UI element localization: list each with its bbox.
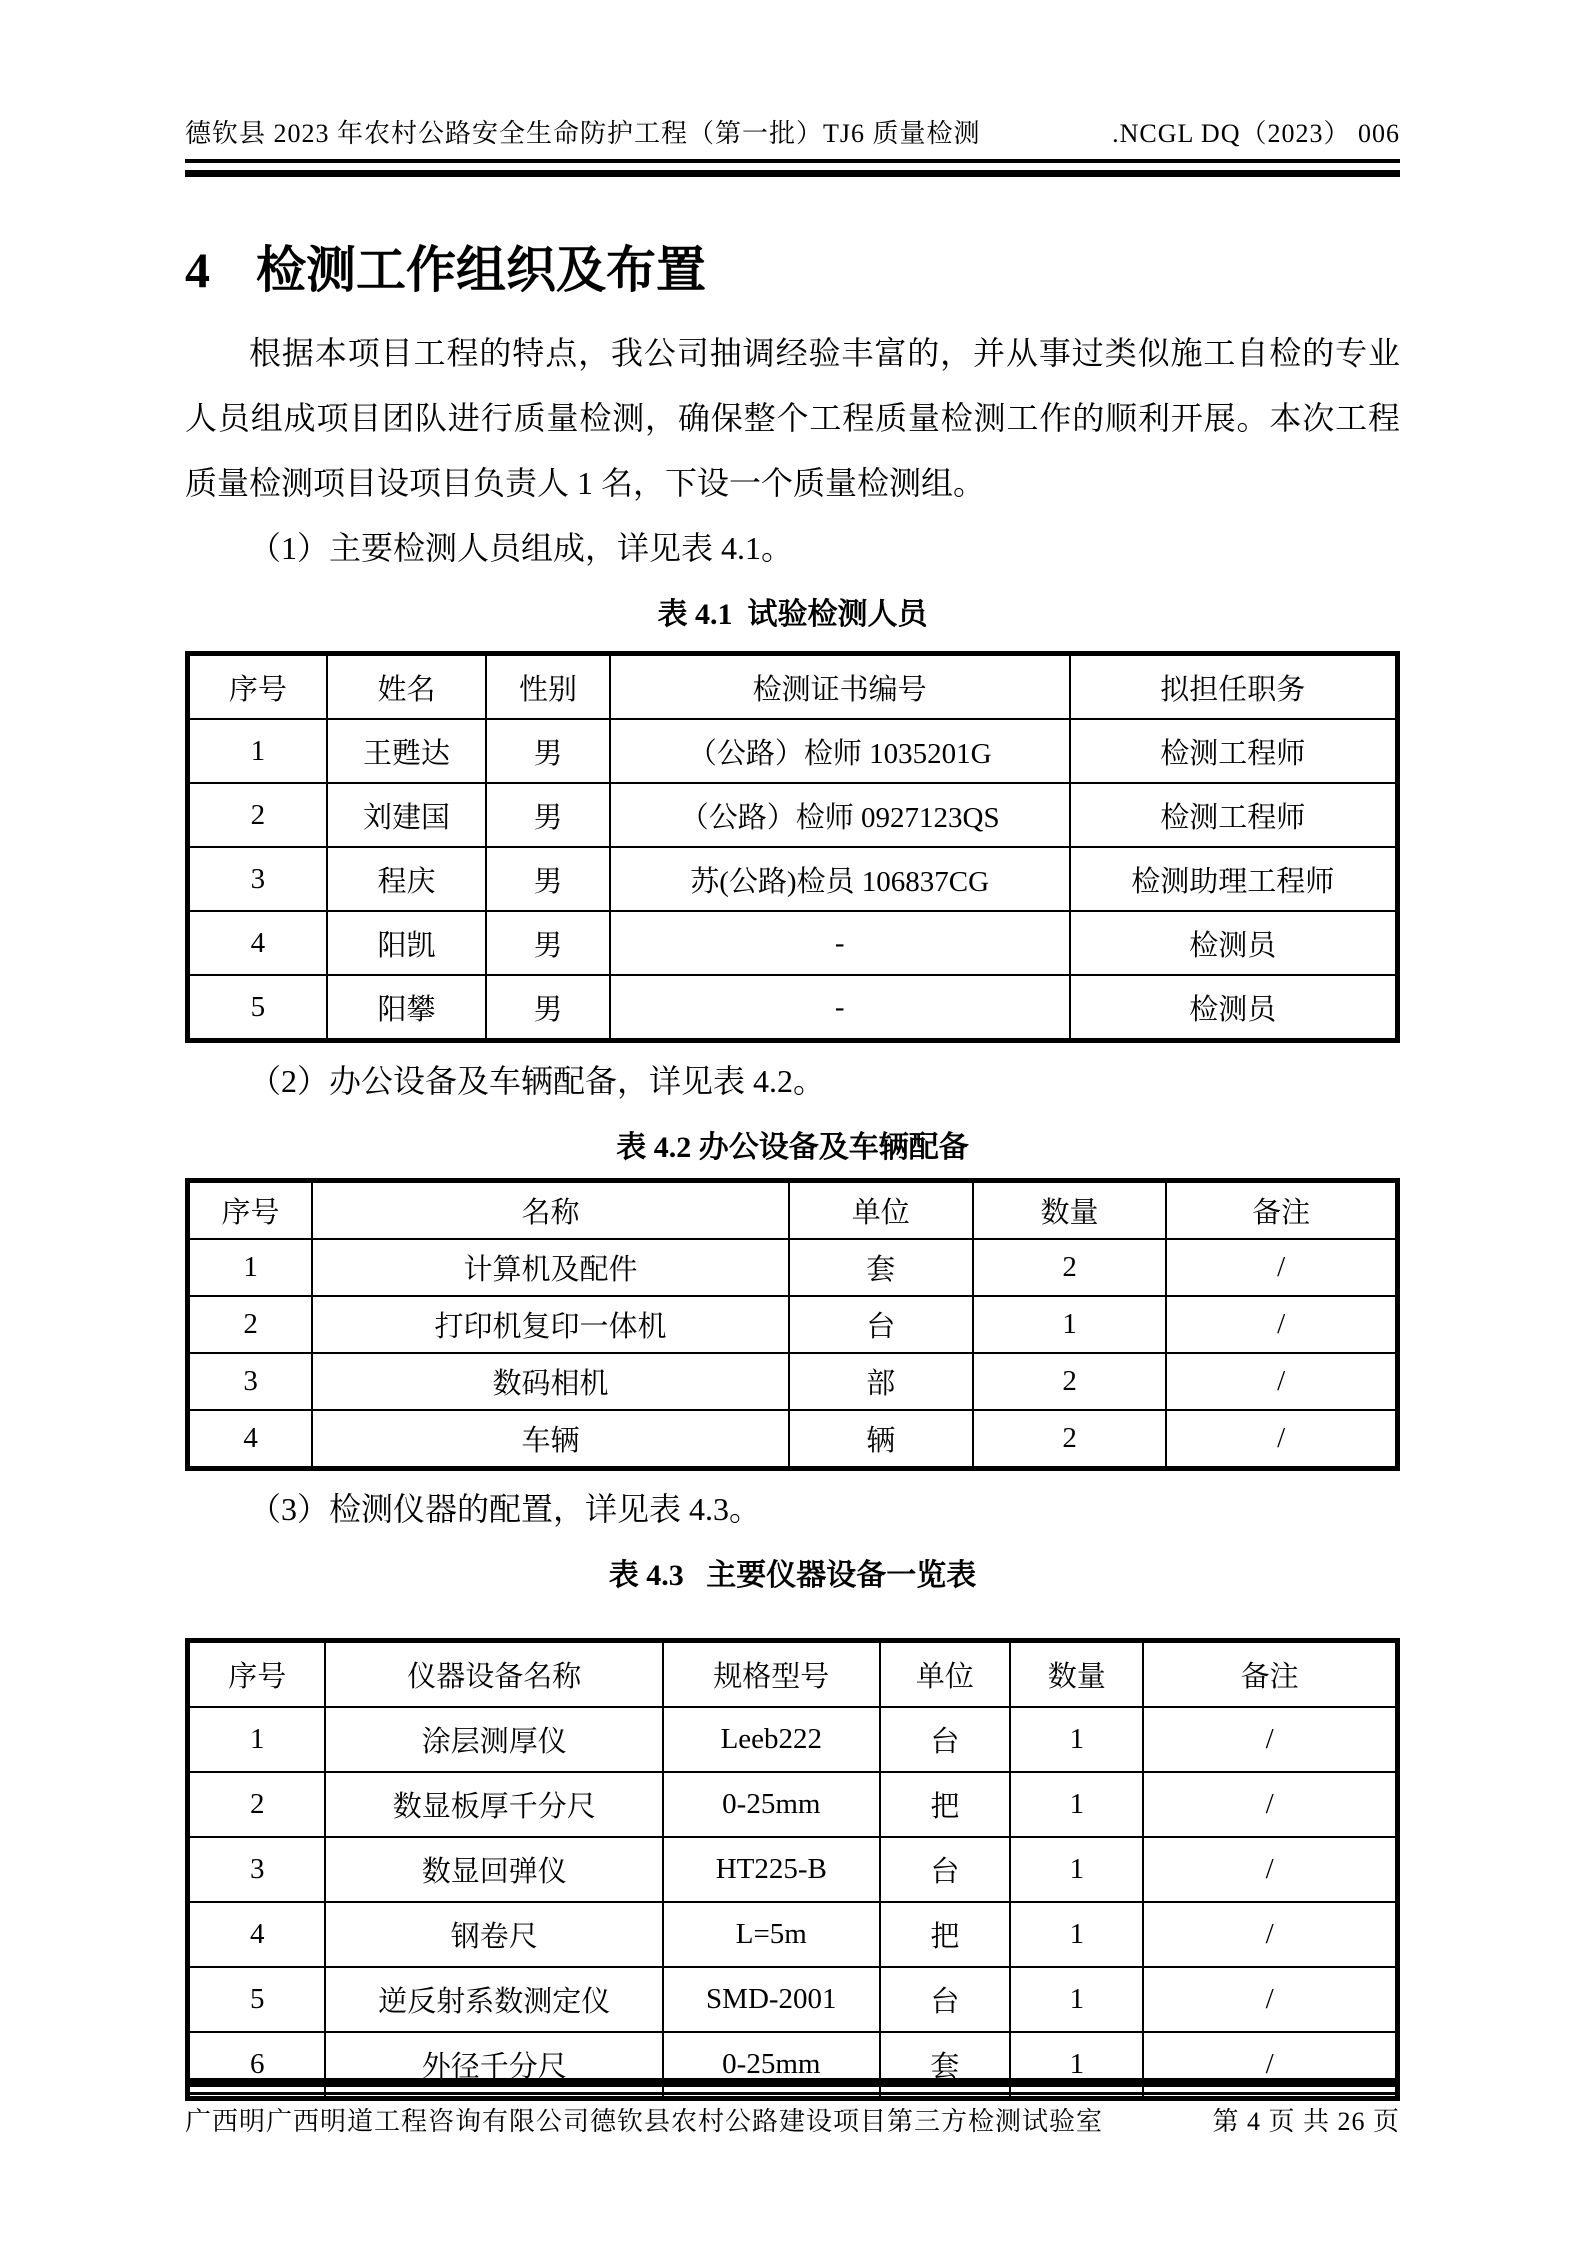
table-cell: 1 (1010, 1837, 1143, 1902)
table-cell: / (1143, 1967, 1397, 2032)
table-cell: 外径千分尺 (325, 2032, 663, 2099)
table-cell: / (1166, 1353, 1397, 1410)
footer-organization: 广西明广西明道工程咨询有限公司德钦县农村公路建设项目第三方检测试验室 (185, 2107, 1104, 2136)
table-cell: 3 (188, 1837, 326, 1902)
table-cell: 把 (880, 1772, 1011, 1837)
table-cell: （公路）检师 1035201G (610, 719, 1070, 783)
column-header: 单位 (880, 1641, 1011, 1708)
table-cell: 台 (880, 1837, 1011, 1902)
table-cell: 男 (486, 911, 609, 975)
table-cell: 程庆 (327, 847, 487, 911)
table-cell: 检测工程师 (1070, 719, 1398, 783)
table-cell: 2 (973, 1239, 1167, 1296)
table-row (188, 975, 1398, 1041)
column-header: 规格型号 (663, 1641, 880, 1708)
table-cell: 检测员 (1070, 911, 1398, 975)
table-row (188, 719, 1398, 783)
column-header: 备注 (1166, 1181, 1397, 1240)
list-item-3: （3）检测仪器的配置，详见表 4.3。 (249, 1491, 762, 1527)
table-cell: 刘建国 (327, 783, 487, 847)
table-cell: 计算机及配件 (312, 1239, 789, 1296)
section-heading (185, 241, 1400, 299)
table-row (188, 911, 1398, 975)
table-row (188, 1296, 1398, 1353)
header-rule (185, 159, 1400, 177)
table-cell: 3 (188, 847, 327, 911)
table-cell: 部 (789, 1353, 973, 1410)
table-cell: L=5m (663, 1902, 880, 1967)
table-cell: 1 (1010, 1967, 1143, 2032)
table-cell: Leeb222 (663, 1707, 880, 1772)
table-cell: 4 (188, 1902, 326, 1967)
table-cell: 涂层测厚仪 (325, 1707, 663, 1772)
column-header: 序号 (188, 654, 327, 720)
table-cell: 台 (789, 1296, 973, 1353)
table-cell: / (1143, 1902, 1397, 1967)
column-header: 数量 (1010, 1641, 1143, 1708)
table-row (188, 1837, 1398, 1902)
table-cell: 数显板厚千分尺 (325, 1772, 663, 1837)
table-row (188, 1239, 1398, 1296)
table-cell: / (1166, 1296, 1397, 1353)
column-header: 姓名 (327, 654, 487, 720)
table-cell: / (1166, 1239, 1397, 1296)
column-header: 拟担任职务 (1070, 654, 1398, 720)
table-cell: HT225-B (663, 1837, 880, 1902)
table-cell: 男 (486, 719, 609, 783)
column-header: 单位 (789, 1181, 973, 1240)
table-caption-2: 表 4.2 办公设备及车辆配备 (616, 1131, 969, 1164)
table-cell: 1 (1010, 1707, 1143, 1772)
table-cell: 2 (188, 783, 327, 847)
table-cell: 车辆 (312, 1410, 789, 1469)
column-header: 备注 (1143, 1641, 1397, 1708)
header-doc-number: .NCGL DQ（2023） 006 (1112, 119, 1400, 148)
table-cell: 4 (188, 1410, 313, 1469)
section-number: 4 (185, 242, 210, 298)
table-cell: 3 (188, 1353, 313, 1410)
table-cell: 检测工程师 (1070, 783, 1398, 847)
table-row (188, 1902, 1398, 1967)
page-footer (185, 2078, 1400, 2139)
table-caption-3: 表 4.3 主要仪器设备一览表 (608, 1559, 977, 1592)
table-cell: 数显回弹仪 (325, 1837, 663, 1902)
column-header: 名称 (312, 1181, 789, 1240)
table-cell: 男 (486, 847, 609, 911)
table-cell: 1 (1010, 1902, 1143, 1967)
table-cell: 数码相机 (312, 1353, 789, 1410)
table-cell: 1 (1010, 2032, 1143, 2099)
table-cell: / (1143, 2032, 1397, 2099)
table-cell: 辆 (789, 1410, 973, 1469)
table-cell: / (1143, 1707, 1397, 1772)
table-cell: 1 (188, 1239, 313, 1296)
footer-rule (185, 2078, 1400, 2095)
column-header: 仪器设备名称 (325, 1641, 663, 1708)
table-cell: 套 (789, 1239, 973, 1296)
equipment-table (185, 1178, 1400, 1471)
section-title: 检测工作组织及布置 (256, 242, 706, 298)
table-cell: / (1166, 1410, 1397, 1469)
table-cell: 4 (188, 911, 327, 975)
column-header: 数量 (973, 1181, 1167, 1240)
table-cell: 阳攀 (327, 975, 487, 1041)
table-cell: 0-25mm (663, 2032, 880, 2099)
table-cell: 2 (188, 1296, 313, 1353)
table-cell: 台 (880, 1967, 1011, 2032)
table-cell: 5 (188, 975, 327, 1041)
header-row (188, 654, 1398, 720)
column-header: 序号 (188, 1641, 326, 1708)
table-cell: 苏(公路)检员 106837CG (610, 847, 1070, 911)
table-cell: 1 (188, 1707, 326, 1772)
table-cell: 0-25mm (663, 1772, 880, 1837)
column-header: 性别 (486, 654, 609, 720)
table-row (188, 783, 1398, 847)
table-cell: 男 (486, 783, 609, 847)
table-cell: SMD-2001 (663, 1967, 880, 2032)
header-project-title: 德钦县 2023 年农村公路安全生命防护工程（第一批）TJ6 质量检测 (185, 119, 981, 148)
table-caption-1: 表 4.1 试验检测人员 (657, 598, 928, 631)
header-row (188, 1181, 1398, 1240)
table-cell: 王甦达 (327, 719, 487, 783)
table-row (188, 1772, 1398, 1837)
table-cell: 检测员 (1070, 975, 1398, 1041)
personnel-table (185, 651, 1400, 1043)
instruments-table (185, 1638, 1400, 2101)
table-row (188, 1967, 1398, 2032)
table-cell: 2 (188, 1772, 326, 1837)
table-cell: （公路）检师 0927123QS (610, 783, 1070, 847)
table-cell: 台 (880, 1707, 1011, 1772)
table-cell: 逆反射系数测定仪 (325, 1967, 663, 2032)
table-row (188, 1353, 1398, 1410)
page-header (185, 118, 1400, 150)
column-header: 序号 (188, 1181, 313, 1240)
list-item-2: （2）办公设备及车辆配备，详见表 4.2。 (249, 1063, 826, 1099)
header-row (188, 1641, 1398, 1708)
table-row (188, 1707, 1398, 1772)
list-item-1: （1）主要检测人员组成，详见表 4.1。 (249, 530, 794, 566)
intro-paragraph: 根据本项目工程的特点，我公司抽调经验丰富的，并从事过类似施工自检的专业人员组成项目团队进行质量检测，确保整个工程质量检测工作的顺利开展。本次工程质量检测项目设项目负责人 1 名，下设一个质量检测组。 (185, 335, 1400, 501)
table-cell: / (1143, 1772, 1397, 1837)
table-cell: 1 (188, 719, 327, 783)
column-header: 检测证书编号 (610, 654, 1070, 720)
table-cell: 检测助理工程师 (1070, 847, 1398, 911)
table-cell: 2 (973, 1410, 1167, 1469)
table-cell: 1 (1010, 1772, 1143, 1837)
table-cell: 钢卷尺 (325, 1902, 663, 1967)
table-cell: - (610, 911, 1070, 975)
table-cell: 打印机复印一体机 (312, 1296, 789, 1353)
table-cell: 套 (880, 2032, 1011, 2099)
table-cell: - (610, 975, 1070, 1041)
table-cell: 男 (486, 975, 609, 1041)
table-cell: 6 (188, 2032, 326, 2099)
table-row (188, 847, 1398, 911)
table-row (188, 1410, 1398, 1469)
table-cell: 把 (880, 1902, 1011, 1967)
table-cell: 2 (973, 1353, 1167, 1410)
footer-page-number: 第 4 页 共 26 页 (1212, 2107, 1400, 2136)
table-cell: 阳凯 (327, 911, 487, 975)
table-cell: / (1143, 1837, 1397, 1902)
table-cell: 5 (188, 1967, 326, 2032)
table-cell: 1 (973, 1296, 1167, 1353)
